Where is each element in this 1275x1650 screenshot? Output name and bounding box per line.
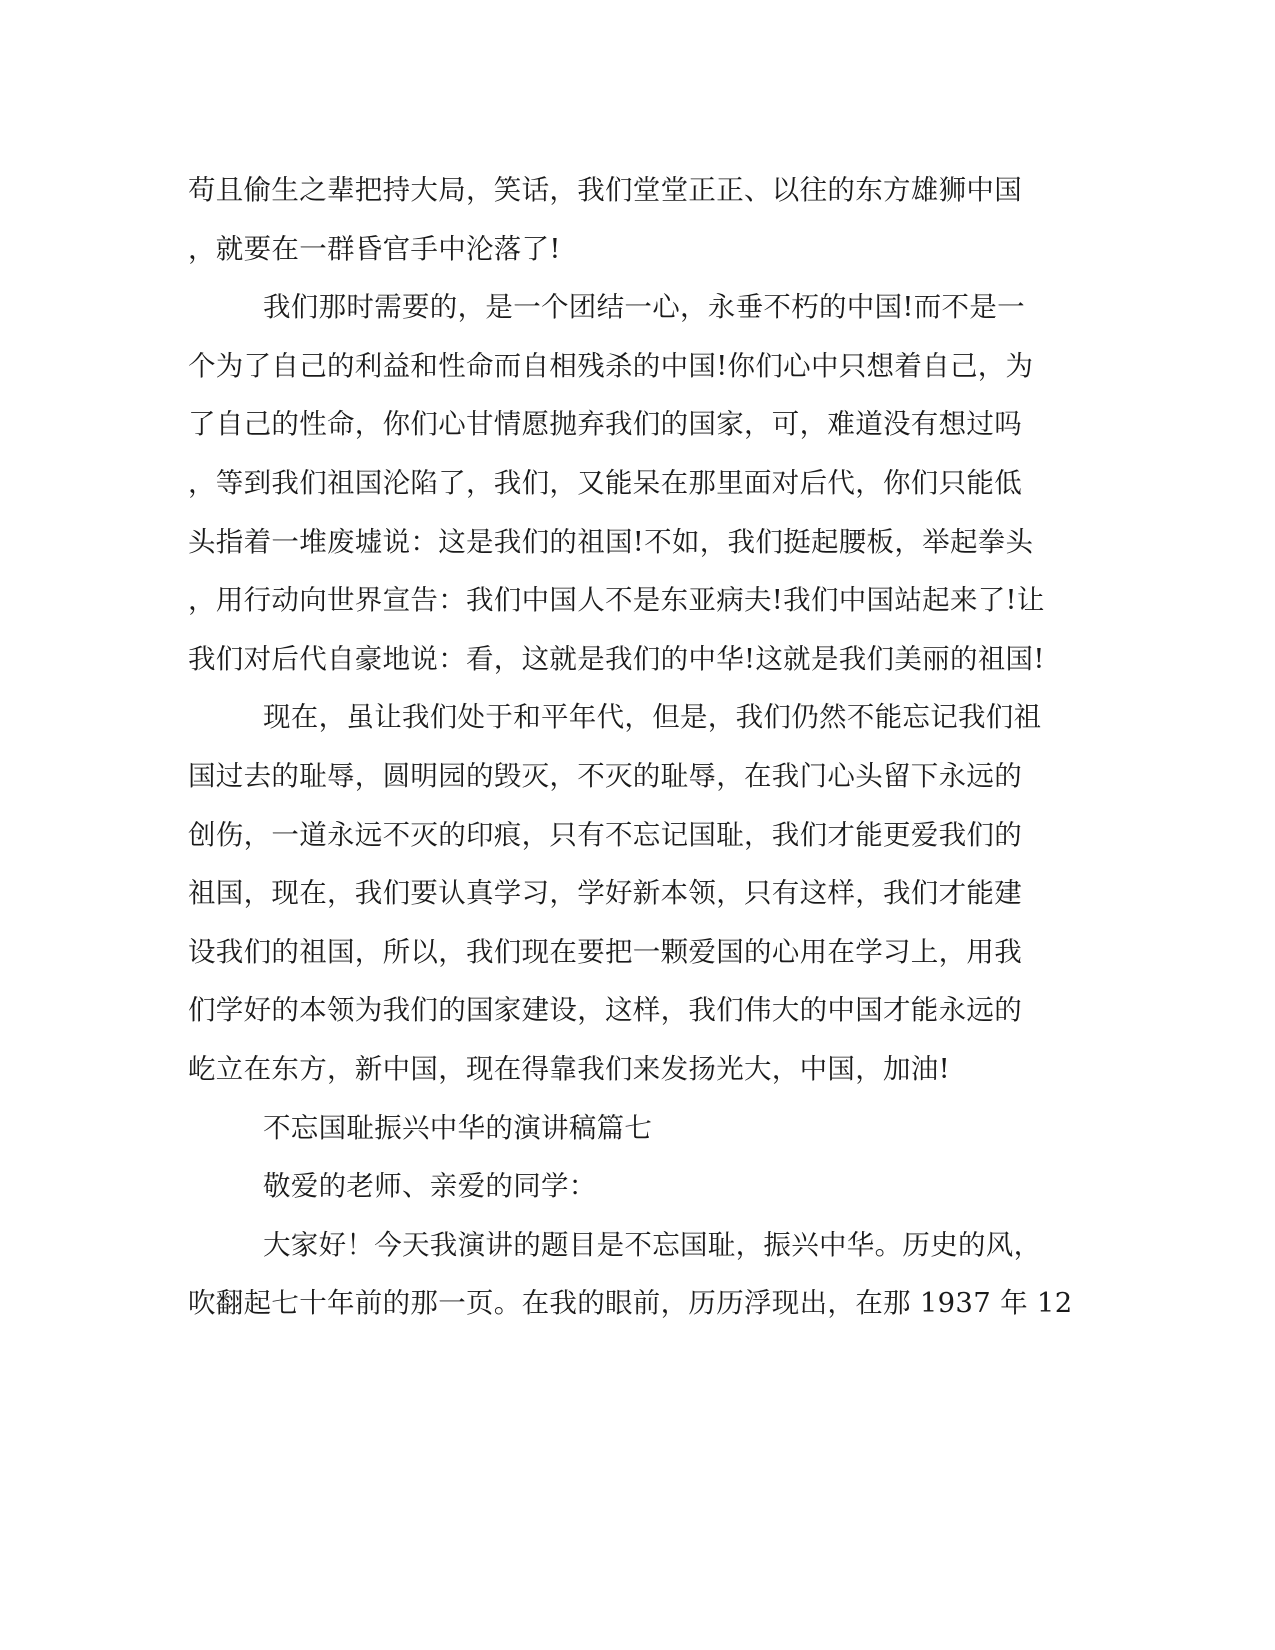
paragraph-start-line: 现在，虽让我们处于和平年代，但是，我们仍然不能忘记我们祖 [263, 701, 1042, 734]
text-line: 国过去的耻辱，圆明园的毁灭，不灭的耻辱，在我门心头留下永远的 [188, 759, 1022, 792]
text-line: 们学好的本领为我们的国家建设，这样，我们伟大的中国才能永远的 [188, 994, 1022, 1027]
paragraph-start-line: 大家好！今天我演讲的题目是不忘国耻，振兴中华。历史的风， [263, 1228, 1042, 1261]
text-line: 设我们的祖国，所以，我们现在要把一颗爱国的心用在学习上，用我 [188, 935, 1022, 968]
salutation: 敬爱的老师、亲爱的同学： [263, 1170, 597, 1203]
section-heading: 不忘国耻振兴中华的演讲稿篇七 [263, 1111, 653, 1144]
text-line: 屹立在东方，新中国，现在得靠我们来发扬光大，中国，加油! [188, 1052, 950, 1085]
text-line: 吹翻起七十年前的那一页。在我的眼前，历历浮现出，在那 1937 年 12 [188, 1287, 1073, 1320]
text-line: ，用行动向世界宣告：我们中国人不是东亚病夫!我们中国站起来了!让 [188, 584, 1045, 617]
text-line: 苟且偷生之辈把持大局，笑话，我们堂堂正正、以往的东方雄狮中国 [188, 174, 1022, 206]
text-line: 个为了自己的利益和性命而自相残杀的中国!你们心中只想着自己，为 [188, 349, 1034, 382]
text-line: 了自己的性命，你们心甘情愿抛弃我们的国家，可，难道没有想过吗 [188, 408, 1022, 441]
text-line: 头指着一堆废墟说：这是我们的祖国!不如，我们挺起腰板，举起拳头 [188, 525, 1034, 558]
text-line: 祖国，现在，我们要认真学习，学好新本领，只有这样，我们才能建 [188, 877, 1022, 910]
paragraph-start-line: 我们那时需要的，是一个团结一心，永垂不朽的中国!而不是一 [263, 291, 1025, 324]
document-body [188, 161, 1073, 1333]
text-line: 我们对后代自豪地说：看，这就是我们的中华!这就是我们美丽的祖国! [188, 642, 1045, 675]
text-line: ，等到我们祖国沦陷了，我们，又能呆在那里面对后代，你们只能低 [188, 466, 1022, 499]
text-line: ，就要在一群昏官手中沦落了! [188, 232, 561, 265]
text-line: 创伤，一道永远不灭的印痕，只有不忘记国耻，我们才能更爱我们的 [188, 818, 1022, 851]
